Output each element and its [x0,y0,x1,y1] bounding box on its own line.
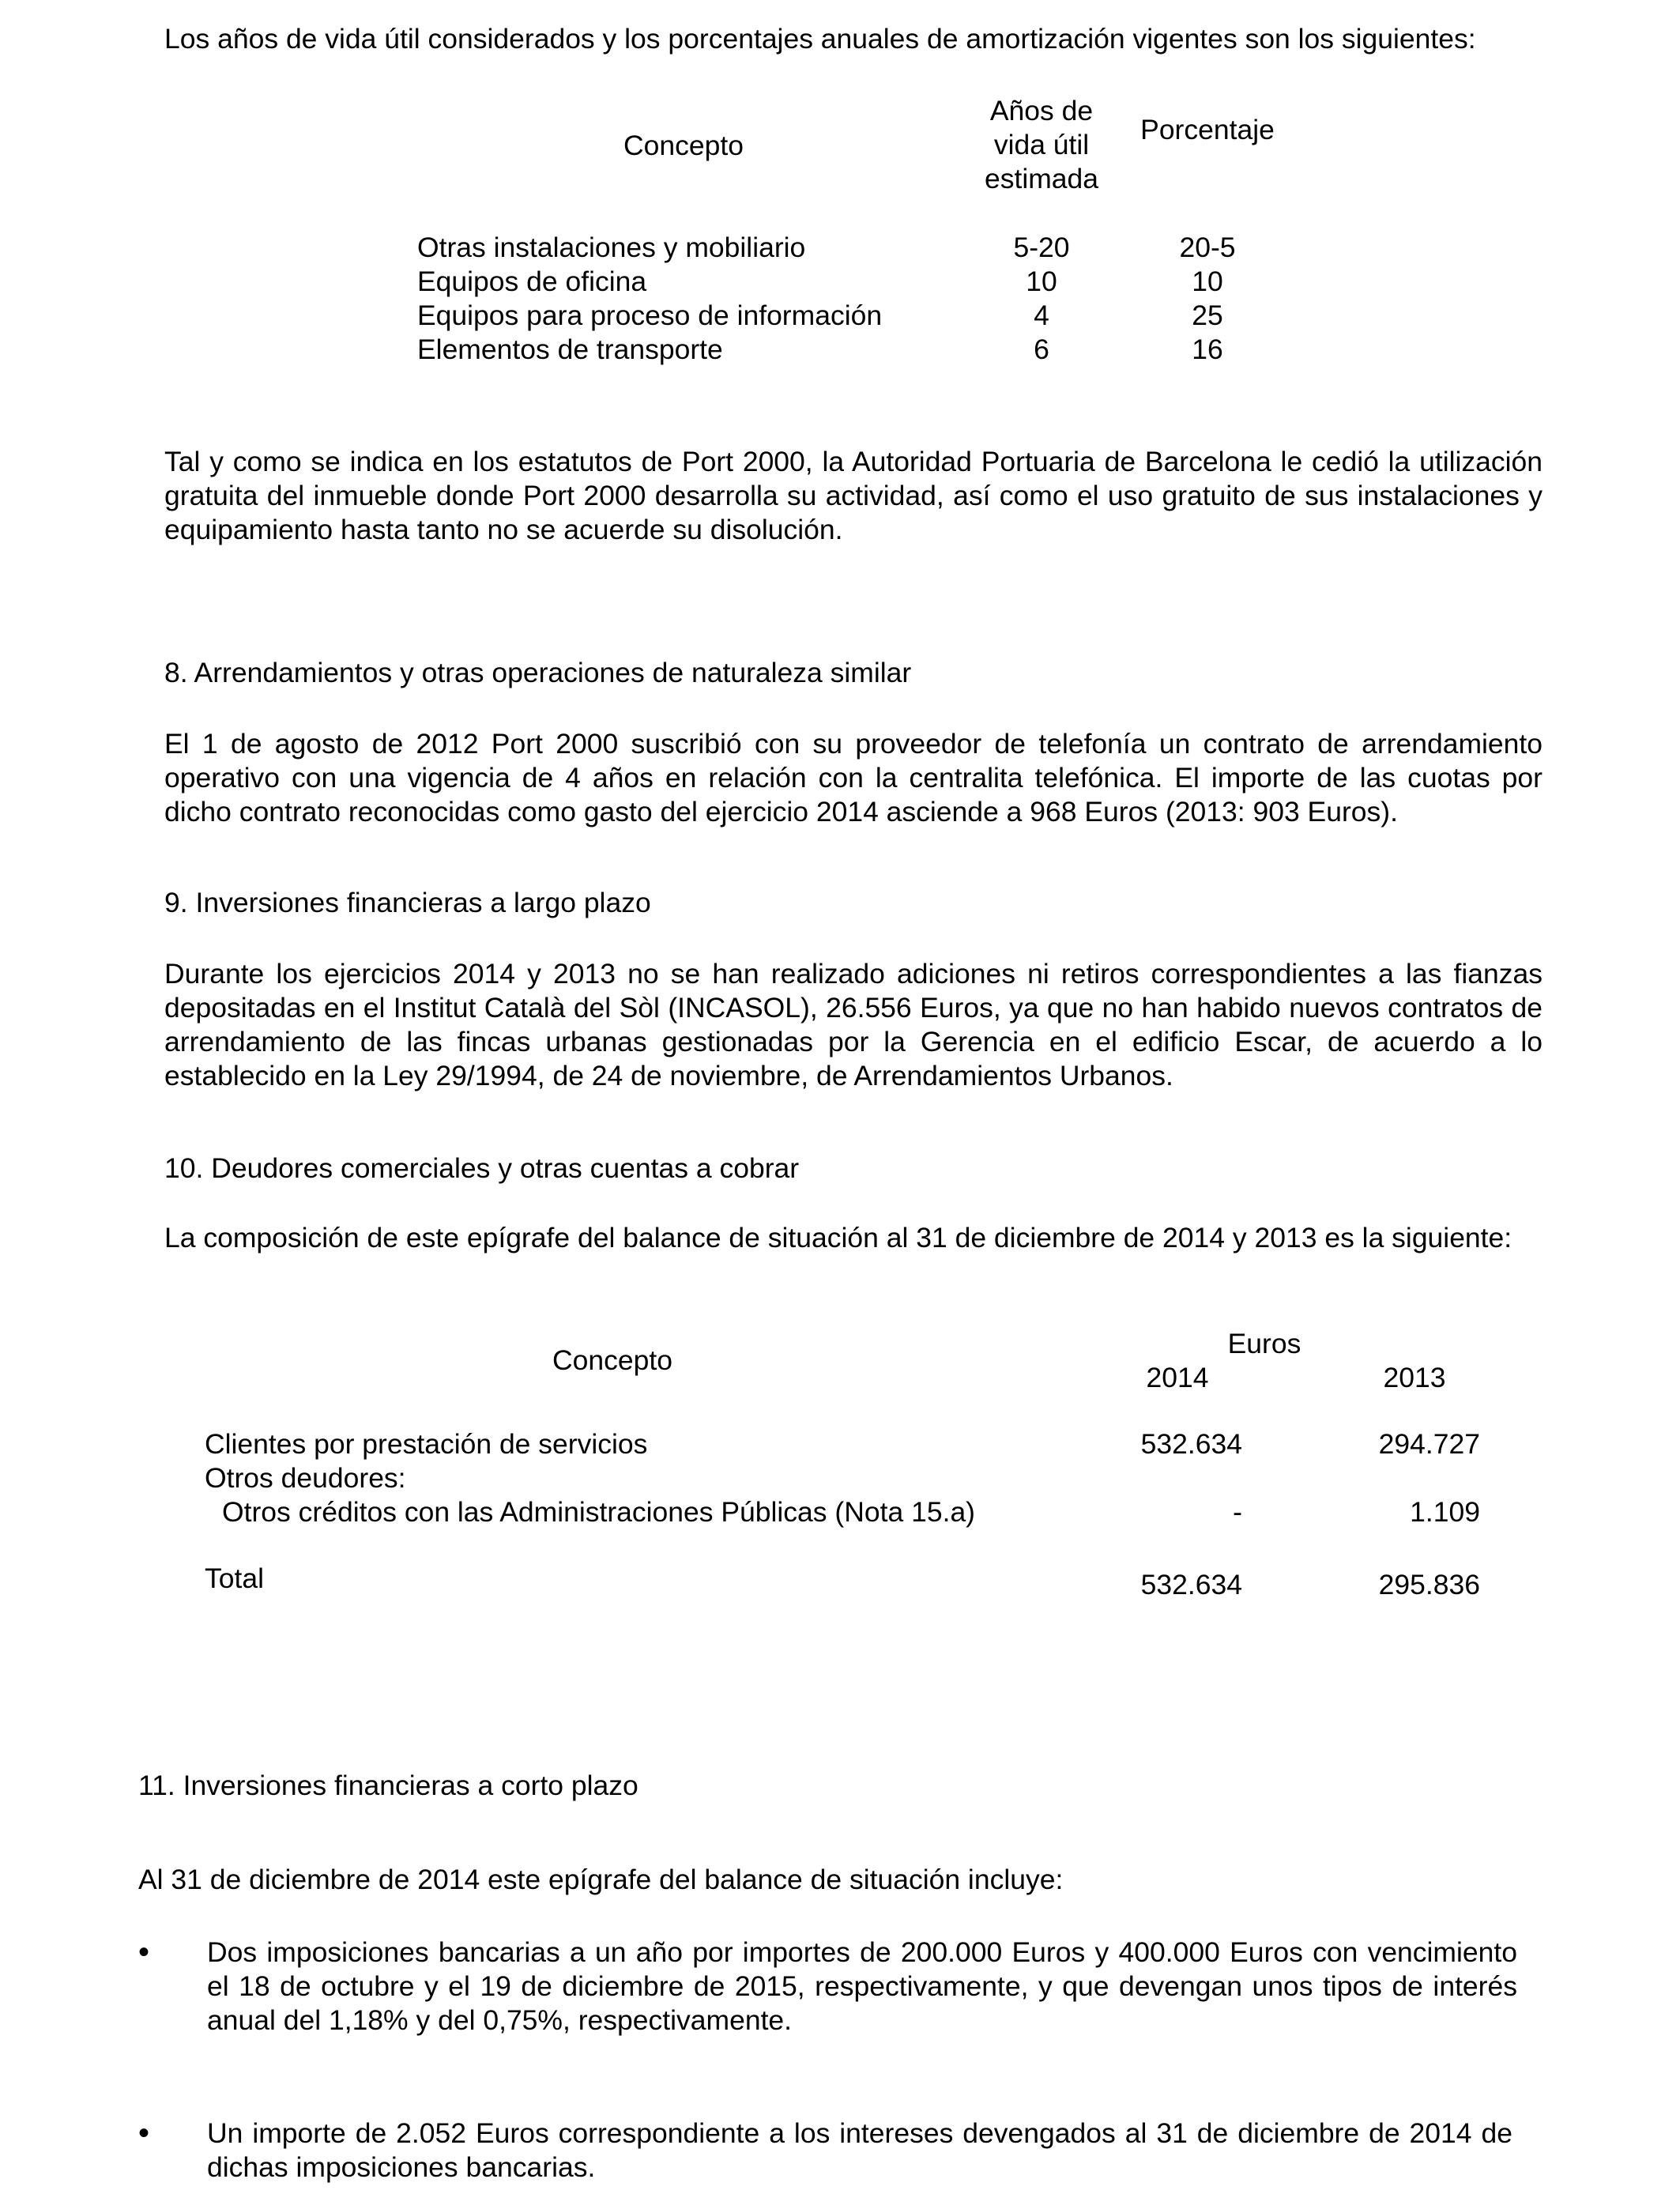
bullet-item: Dos imposiciones bancarias a un año por importes de 200.000 Euros y 400.000 Euros con vencimiento el 18 de octubre y el 19 de diciembre de 2015, respectivamente, y que devengan unos tipos de interés anual del 1,18% y del 0,75%, respectivamente. [207,1936,1517,2036]
section8-heading: 8. Arrendamientos y otras operaciones de naturaleza similar [164,657,912,688]
table1-header-anos-line3: estimada [984,163,1099,194]
section11-heading: 11. Inversiones financieras a corto plazo [138,1770,638,1801]
table1-row-porcentaje: 16 [1192,334,1223,365]
table2-row-2013: 1.109 [1410,1496,1480,1528]
table1-header-anos-line2: vida útil [993,129,1090,160]
table2-total-2013: 295.836 [1378,1569,1480,1600]
bullet-icon: • [138,1935,150,1970]
bullet-icon: • [138,2116,150,2151]
table1-header-porcentaje: Porcentaje [1140,114,1275,145]
section10-heading: 10. Deudores comerciales y otras cuentas a cobrar [164,1152,800,1184]
table1-row-concepto: Equipos para proceso de información [417,300,883,331]
table1-row-concepto: Equipos de oficina [417,266,647,297]
table1-row-porcentaje: 25 [1192,300,1223,331]
table2-row-label: Otros deudores: [205,1462,406,1494]
table2-header-concepto: Concepto [552,1344,672,1376]
section9-body: Durante los ejercicios 2014 y 2013 no se han realizado adiciones ni retiros correspondientes a las fianzas depositadas en el Institut Català del Sòl (INCASOL), 26.556 Euros, ya que no han habido nuevos contratos de arrendamiento de las fincas urbanas gestionadas por la Gerencia en el edificio Escar, de acuerdo a lo establecido en la Ley 29/1994, de 24 de noviembre, de Arrendamientos Urbanos. [164,958,1543,1091]
table1-row-anos: 5-20 [1013,232,1070,263]
table2-row-2014: - [1233,1496,1242,1528]
table2-row-2014: 532.634 [1140,1428,1242,1460]
table2-header-euros: Euros [1227,1328,1301,1359]
table1-row-concepto: Elementos de transporte [417,334,723,365]
section9-heading: 9. Inversiones financieras a largo plazo [164,887,651,918]
table1-row-porcentaje: 20-5 [1179,232,1236,263]
section11-intro: Al 31 de diciembre de 2014 este epígrafe del balance de situación incluye: [138,1864,1064,1895]
table2-row-label: Otros créditos con las Administraciones Públicas (Nota 15.a) [222,1496,976,1528]
table2-row-label: Clientes por prestación de servicios [205,1428,648,1460]
bullet-item: Un importe de 2.052 Euros correspondiente a los intereses devengados al 31 de diciembre de 2014 de dichas imposiciones bancarias. [207,2117,1512,2183]
table1-row-anos: 4 [1034,300,1049,331]
table1-header-anos [962,94,1121,196]
section8-body: El 1 de agosto de 2012 Port 2000 suscribió con su proveedor de telefonía un contrato de arrendamiento operativo con una vigencia de 4 años en relación con la centralita telefónica. El importe de las cuotas por dicho contrato reconocidas como gasto del ejercicio 2014 asciende a 968 Euros (2013: 903 Euros). [164,728,1543,827]
table2-header-2013: 2013 [1383,1362,1446,1393]
table2-row-2013: 294.727 [1378,1428,1480,1460]
table1-row-concepto: Otras instalaciones y mobiliario [417,232,806,263]
section10-body: La composición de este epígrafe del balance de situación al 31 de diciembre de 2014 y 2013 es la siguiente: [164,1222,1512,1253]
table2-header-2014: 2014 [1146,1362,1209,1393]
table2-total-label: Total [205,1563,264,1594]
table1-header-anos-line1: Años de [989,95,1094,126]
table1-row-anos: 6 [1034,334,1049,365]
table1-row-anos: 10 [1026,266,1057,297]
intro-text: Los años de vida útil considerados y los porcentajes anuales de amortización vigentes son los siguientes: [164,23,1476,55]
table2-total-2014: 532.634 [1140,1569,1242,1600]
port2000-paragraph: Tal y como se indica en los estatutos de Port 2000, la Autoridad Portuaria de Barcelona le cedió la utilización gratuita del inmueble donde Port 2000 desarrolla su actividad, así como el uso gratuito de sus instalaciones y equipamiento hasta tanto no se acuerde su disolución. [164,446,1543,545]
table1-header-concepto: Concepto [623,130,744,161]
table1-row-porcentaje: 10 [1192,266,1223,297]
